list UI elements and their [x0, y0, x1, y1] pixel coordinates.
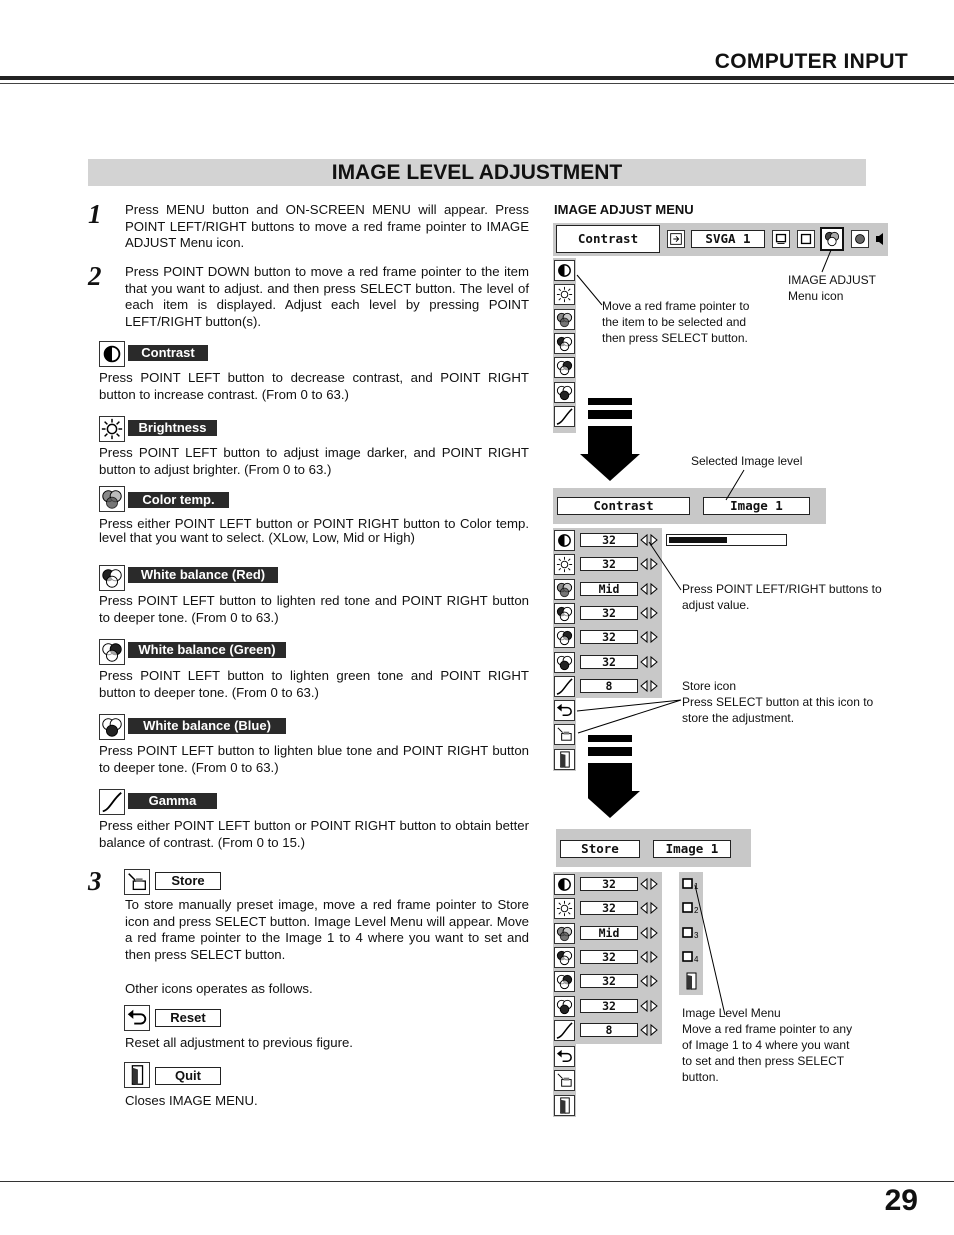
step-3-text: To store manually preset image, move a red frame pointer to Store icon and press SELECT button. Image Level Menu will appear. Move a red frame pointer to the Image 1 to 4 where you want to set and then press SELECT button. [125, 897, 529, 962]
brightness-icon[interactable] [554, 554, 575, 575]
page-title: IMAGE LEVEL ADJUSTMENT [88, 159, 866, 186]
level-value: 32 [580, 533, 638, 547]
brightness-description: Press POINT LEFT button to adjust image darker, and POINT RIGHT button to adjust brighter. (From 0 to 63.) [99, 445, 529, 477]
left-right-arrows-icon[interactable] [640, 1023, 658, 1037]
quit-icon[interactable] [554, 1095, 575, 1116]
callout-pointer: Move a red frame pointer to the item to be selected and then press SELECT button. [602, 299, 750, 345]
contrast-icon[interactable] [554, 530, 575, 551]
white-balance-red-icon[interactable] [554, 603, 575, 624]
header-rule-thin [0, 83, 954, 84]
store-icon [124, 869, 150, 895]
footer-rule [0, 1181, 954, 1182]
brightness-icon[interactable] [554, 284, 575, 305]
level-slider-fill [669, 537, 727, 543]
reset-icon[interactable] [554, 700, 575, 721]
menu-input-source: SVGA 1 [691, 230, 765, 248]
reset-description: Reset all adjustment to previous figure. [125, 1035, 353, 1050]
color-temp-icon [99, 486, 125, 512]
level-bar-image: Image 1 [703, 497, 810, 515]
down-arrow-1 [578, 398, 642, 487]
header-rule [0, 76, 954, 80]
gamma-icon[interactable] [554, 676, 575, 697]
white-balance-green-icon [99, 639, 125, 665]
contrast-icon [99, 341, 125, 367]
quit-label: Quit [155, 1067, 221, 1085]
white-balance-green-icon[interactable] [554, 627, 575, 648]
white-balance-blue-icon[interactable] [554, 382, 575, 403]
level-value: 32 [580, 974, 638, 988]
left-right-arrows-icon[interactable] [640, 679, 658, 693]
store-label: Store [155, 872, 221, 890]
step-1-text: Press MENU button and ON-SCREEN MENU will appear. Press POINT LEFT/RIGHT buttons to move a red frame pointer to IMAGE ADJUST Menu icon. [125, 202, 529, 250]
level-value: Mid [580, 926, 638, 940]
gamma-label: Gamma [128, 793, 217, 809]
left-right-arrows-icon[interactable] [640, 901, 658, 915]
gamma-description: Press either POINT LEFT button or POINT RIGHT button to obtain better balance of contrast. (From 0 to 15.) [99, 818, 529, 850]
quit-icon [124, 1062, 150, 1088]
left-right-arrows-icon[interactable] [640, 582, 658, 596]
white-balance-blue-icon[interactable] [554, 652, 575, 673]
level-value: 32 [580, 630, 638, 644]
step-number-2: 2 [88, 261, 102, 291]
white-balance-green-icon[interactable] [554, 357, 575, 378]
reset-icon[interactable] [554, 1046, 575, 1067]
level-value: 32 [580, 655, 638, 669]
image-adjust-menu-icon [820, 227, 844, 251]
store-bar-image: Image 1 [653, 840, 731, 858]
left-right-arrows-icon[interactable] [640, 950, 658, 964]
white-balance-red-description: Press POINT LEFT button to lighten red tone and POINT RIGHT button to deeper tone. (From 0 to 63.) [99, 593, 529, 625]
left-right-arrows-icon[interactable] [640, 999, 658, 1013]
left-right-arrows-icon[interactable] [640, 926, 658, 940]
brightness-icon [99, 416, 125, 442]
step-number-1: 1 [88, 199, 102, 229]
svg-text:4: 4 [694, 954, 699, 964]
left-right-arrows-icon[interactable] [640, 655, 658, 669]
white-balance-green-description: Press POINT LEFT button to lighten green tone and POINT RIGHT button to deeper tone. (From 0 to 63.) [99, 668, 529, 700]
color-temp-description: Press either POINT LEFT button or POINT RIGHT button to Color temp. level that you want to select. (XLow, Low, Mid or High) [99, 516, 529, 545]
level-value: 32 [580, 950, 638, 964]
contrast-icon[interactable] [554, 260, 575, 281]
page-number: 29 [884, 1184, 918, 1217]
callout-store: Store icon Press SELECT button at this icon to store the adjustment. [682, 679, 874, 725]
white-balance-green-icon[interactable] [554, 971, 575, 992]
color-temp-icon[interactable] [554, 309, 575, 330]
gamma-icon[interactable] [554, 406, 575, 427]
level-value: 32 [580, 999, 638, 1013]
level-value: 32 [580, 606, 638, 620]
level-slider[interactable] [666, 534, 787, 546]
level-value: 8 [580, 679, 638, 693]
brightness-label: Brightness [128, 420, 217, 436]
store-bar-item: Store [560, 840, 640, 858]
white-balance-blue-label: White balance (Blue) [128, 718, 286, 734]
callout-adjust: Press POINT LEFT/RIGHT buttons to adjust value. [682, 582, 882, 612]
quit-description: Closes IMAGE MENU. [125, 1093, 258, 1108]
level-value: 32 [580, 901, 638, 915]
white-balance-red-icon[interactable] [554, 947, 575, 968]
sound-icon [874, 231, 888, 247]
left-right-arrows-icon[interactable] [640, 877, 658, 891]
white-balance-green-label: White balance (Green) [128, 642, 286, 658]
store-icon[interactable] [554, 1070, 575, 1091]
brightness-icon[interactable] [554, 898, 575, 919]
left-right-arrows-icon[interactable] [640, 557, 658, 571]
reset-label: Reset [155, 1009, 221, 1027]
diagram-title: IMAGE ADJUST MENU [554, 202, 694, 217]
white-balance-red-label: White balance (Red) [128, 567, 278, 583]
quit-icon[interactable] [681, 971, 701, 991]
contrast-label: Contrast [128, 345, 208, 361]
white-balance-blue-description: Press POINT LEFT button to lighten blue tone and POINT RIGHT button to deeper tone. (From 0 to 63.) [99, 743, 529, 775]
white-balance-blue-icon [99, 714, 125, 740]
input-icon [667, 230, 685, 248]
other-icons-text: Other icons operates as follows. [125, 981, 313, 996]
level-value: 32 [580, 877, 638, 891]
level-bar-item: Contrast [557, 497, 690, 515]
level-value: Mid [580, 582, 638, 596]
color-temp-icon[interactable] [554, 923, 575, 944]
step-number-3: 3 [88, 866, 102, 896]
left-right-arrows-icon[interactable] [640, 974, 658, 988]
contrast-description: Press POINT LEFT button to decrease contrast, and POINT RIGHT button to increase contrast. (From 0 to 63.) [99, 370, 529, 402]
image-slot-2[interactable] [681, 898, 701, 918]
color-temp-icon[interactable] [554, 579, 575, 600]
white-balance-red-icon[interactable] [554, 333, 575, 354]
setting-icon [851, 230, 869, 248]
image-slot-1[interactable] [681, 874, 701, 894]
image-select-icon [797, 230, 815, 248]
white-balance-blue-icon[interactable] [554, 996, 575, 1017]
white-balance-red-icon [99, 565, 125, 591]
reset-icon [124, 1005, 150, 1031]
svg-text:1: 1 [694, 882, 699, 891]
svg-text:3: 3 [694, 930, 699, 940]
quit-icon[interactable] [554, 749, 575, 770]
left-right-arrows-icon[interactable] [640, 533, 658, 547]
screen-icon [772, 230, 790, 248]
contrast-icon[interactable] [554, 874, 575, 895]
gamma-icon [99, 789, 125, 815]
level-value: 32 [580, 557, 638, 571]
callout-image-level-menu: Image Level Menu Move a red frame pointer to any of Image 1 to 4 where you want to set and then press SELECT button. [682, 1006, 853, 1084]
callout-image-adjust-icon: IMAGE ADJUST Menu icon [788, 273, 877, 303]
menu-selected-item: Contrast [556, 225, 660, 253]
svg-text:2: 2 [694, 906, 699, 916]
level-value: 8 [580, 1023, 638, 1037]
left-right-arrows-icon[interactable] [640, 606, 658, 620]
image-slot-4[interactable] [681, 947, 701, 967]
down-arrow-2 [588, 735, 642, 824]
gamma-icon[interactable] [554, 1020, 575, 1041]
store-icon[interactable] [554, 724, 575, 745]
step-2-text: Press POINT DOWN button to move a red frame pointer to the item that you want to adjust. and then press SELECT button. The level of each item is displayed. Adjust each level by pressing POINT LEFT/RIGHT button(s). [125, 264, 529, 329]
color-temp-label: Color temp. [128, 492, 229, 508]
callout-selected-level: Selected Image level [691, 454, 803, 468]
section-title: COMPUTER INPUT [714, 50, 908, 73]
left-right-arrows-icon[interactable] [640, 630, 658, 644]
image-slot-3[interactable] [681, 923, 701, 943]
